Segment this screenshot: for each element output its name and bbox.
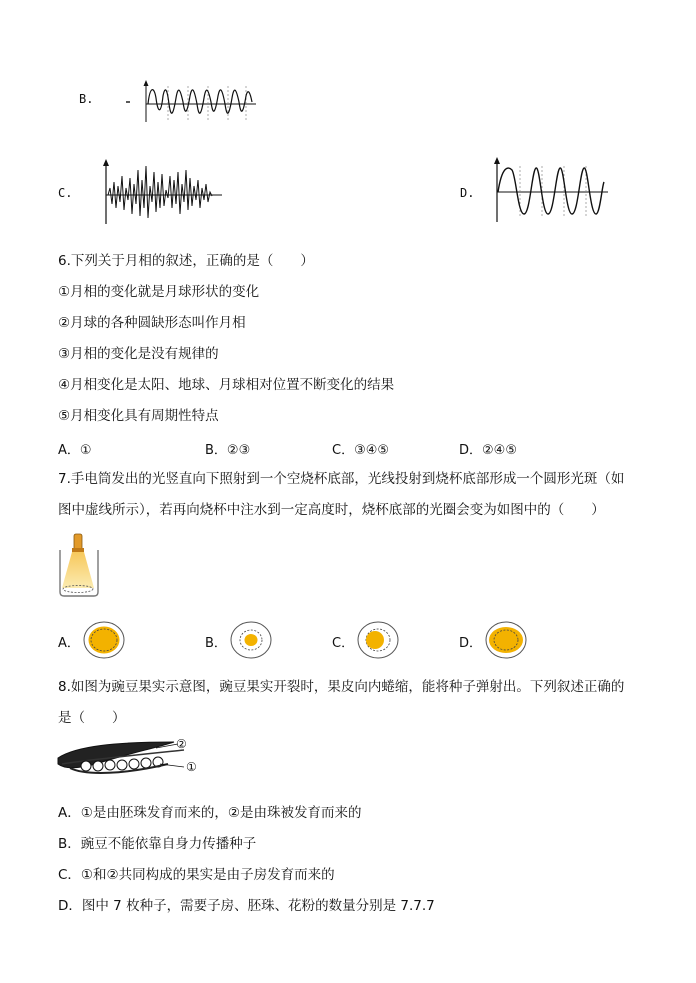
q6-statement-4: ④月相变化是太阳、地球、月球相对位置不断变化的结果 [58,377,395,393]
flashlight-beaker-figure [58,534,100,598]
q6-choice-c[interactable] [332,439,389,458]
q7-choice-d-letter[interactable]: D． [459,636,483,651]
option-d-label: D. [460,186,475,200]
pea-pod-label-1: ① [186,760,197,774]
q6-choice-b-letter: B． [205,443,227,458]
option-c-label: C. [58,186,73,200]
q6-choice-d[interactable] [459,439,517,458]
q6-statement-5: ⑤月相变化具有周期性特点 [58,408,219,424]
q8-choice-a[interactable]: A．①是由胚珠发育而来的，②是由珠被发育而来的 [58,805,362,821]
q7-option-d-light-spot [484,620,528,660]
q6-statement-2: ②月球的各种圆缺形态叫作月相 [58,315,246,331]
q7-choice-b-letter[interactable]: B． [205,636,227,651]
q7-option-c-light-spot [356,620,400,660]
q8-choice-c[interactable]: C．①和②共同构成的果实是由子房发育而来的 [58,867,335,883]
q6-choice-b[interactable] [205,439,250,458]
q8-choice-b[interactable]: B．豌豆不能依靠自身力传播种子 [58,836,257,852]
q6-statement-3: ③月相的变化是没有规律的 [58,346,219,362]
q6-choice-d-letter: D． [459,443,483,458]
q6-choice-a-text: ① [79,443,92,458]
q7-choice-a-letter[interactable]: A． [58,636,80,651]
q7-stem-line1: 7.手电筒发出的光竖直向下照射到一个空烧杯底部，光线投射到烧杯底部形成一个圆形光斑（如 [58,471,625,487]
q7-choice-c-letter[interactable]: C． [332,636,355,651]
q6-statement-1: ①月相的变化就是月球形状的变化 [58,284,260,300]
q6-choice-a[interactable] [58,439,92,458]
q8-choice-d[interactable]: D．图中 7 枚种子，需要子房、胚珠、花粉的数量分别是 7.7.7 [58,898,435,914]
q6-choice-d-text: ②④⑤ [482,443,517,458]
pea-pod-label-2: ② [176,737,187,751]
option-b-waveform [122,78,262,126]
q6-choice-b-text: ②③ [226,443,251,458]
option-b-label: B. [79,92,94,106]
q6-stem: 6.下列关于月相的叙述，正确的是（ ） [58,253,314,269]
q8-stem-line1: 8.如图为豌豆果实示意图，豌豆果实开裂时，果皮向内蜷缩，能将种子弹射出。下列叙述正确的 [58,679,625,695]
q7-option-b-light-spot [229,620,273,660]
q7-option-a-light-spot [82,620,126,660]
option-d-waveform [490,156,614,224]
q6-choice-c-text: ③④⑤ [354,443,390,458]
q7-stem-line2: 图中虚线所示），若再向烧杯中注水到一定高度时，烧杯底部的光圈会变为如图中的（ ） [58,502,605,518]
q6-choice-c-letter: C． [332,443,355,458]
pea-pod-figure [56,734,196,784]
option-c-waveform [100,158,226,226]
q6-choice-a-letter: A． [58,443,80,458]
q8-stem-line2: 是（ ） [58,710,126,726]
